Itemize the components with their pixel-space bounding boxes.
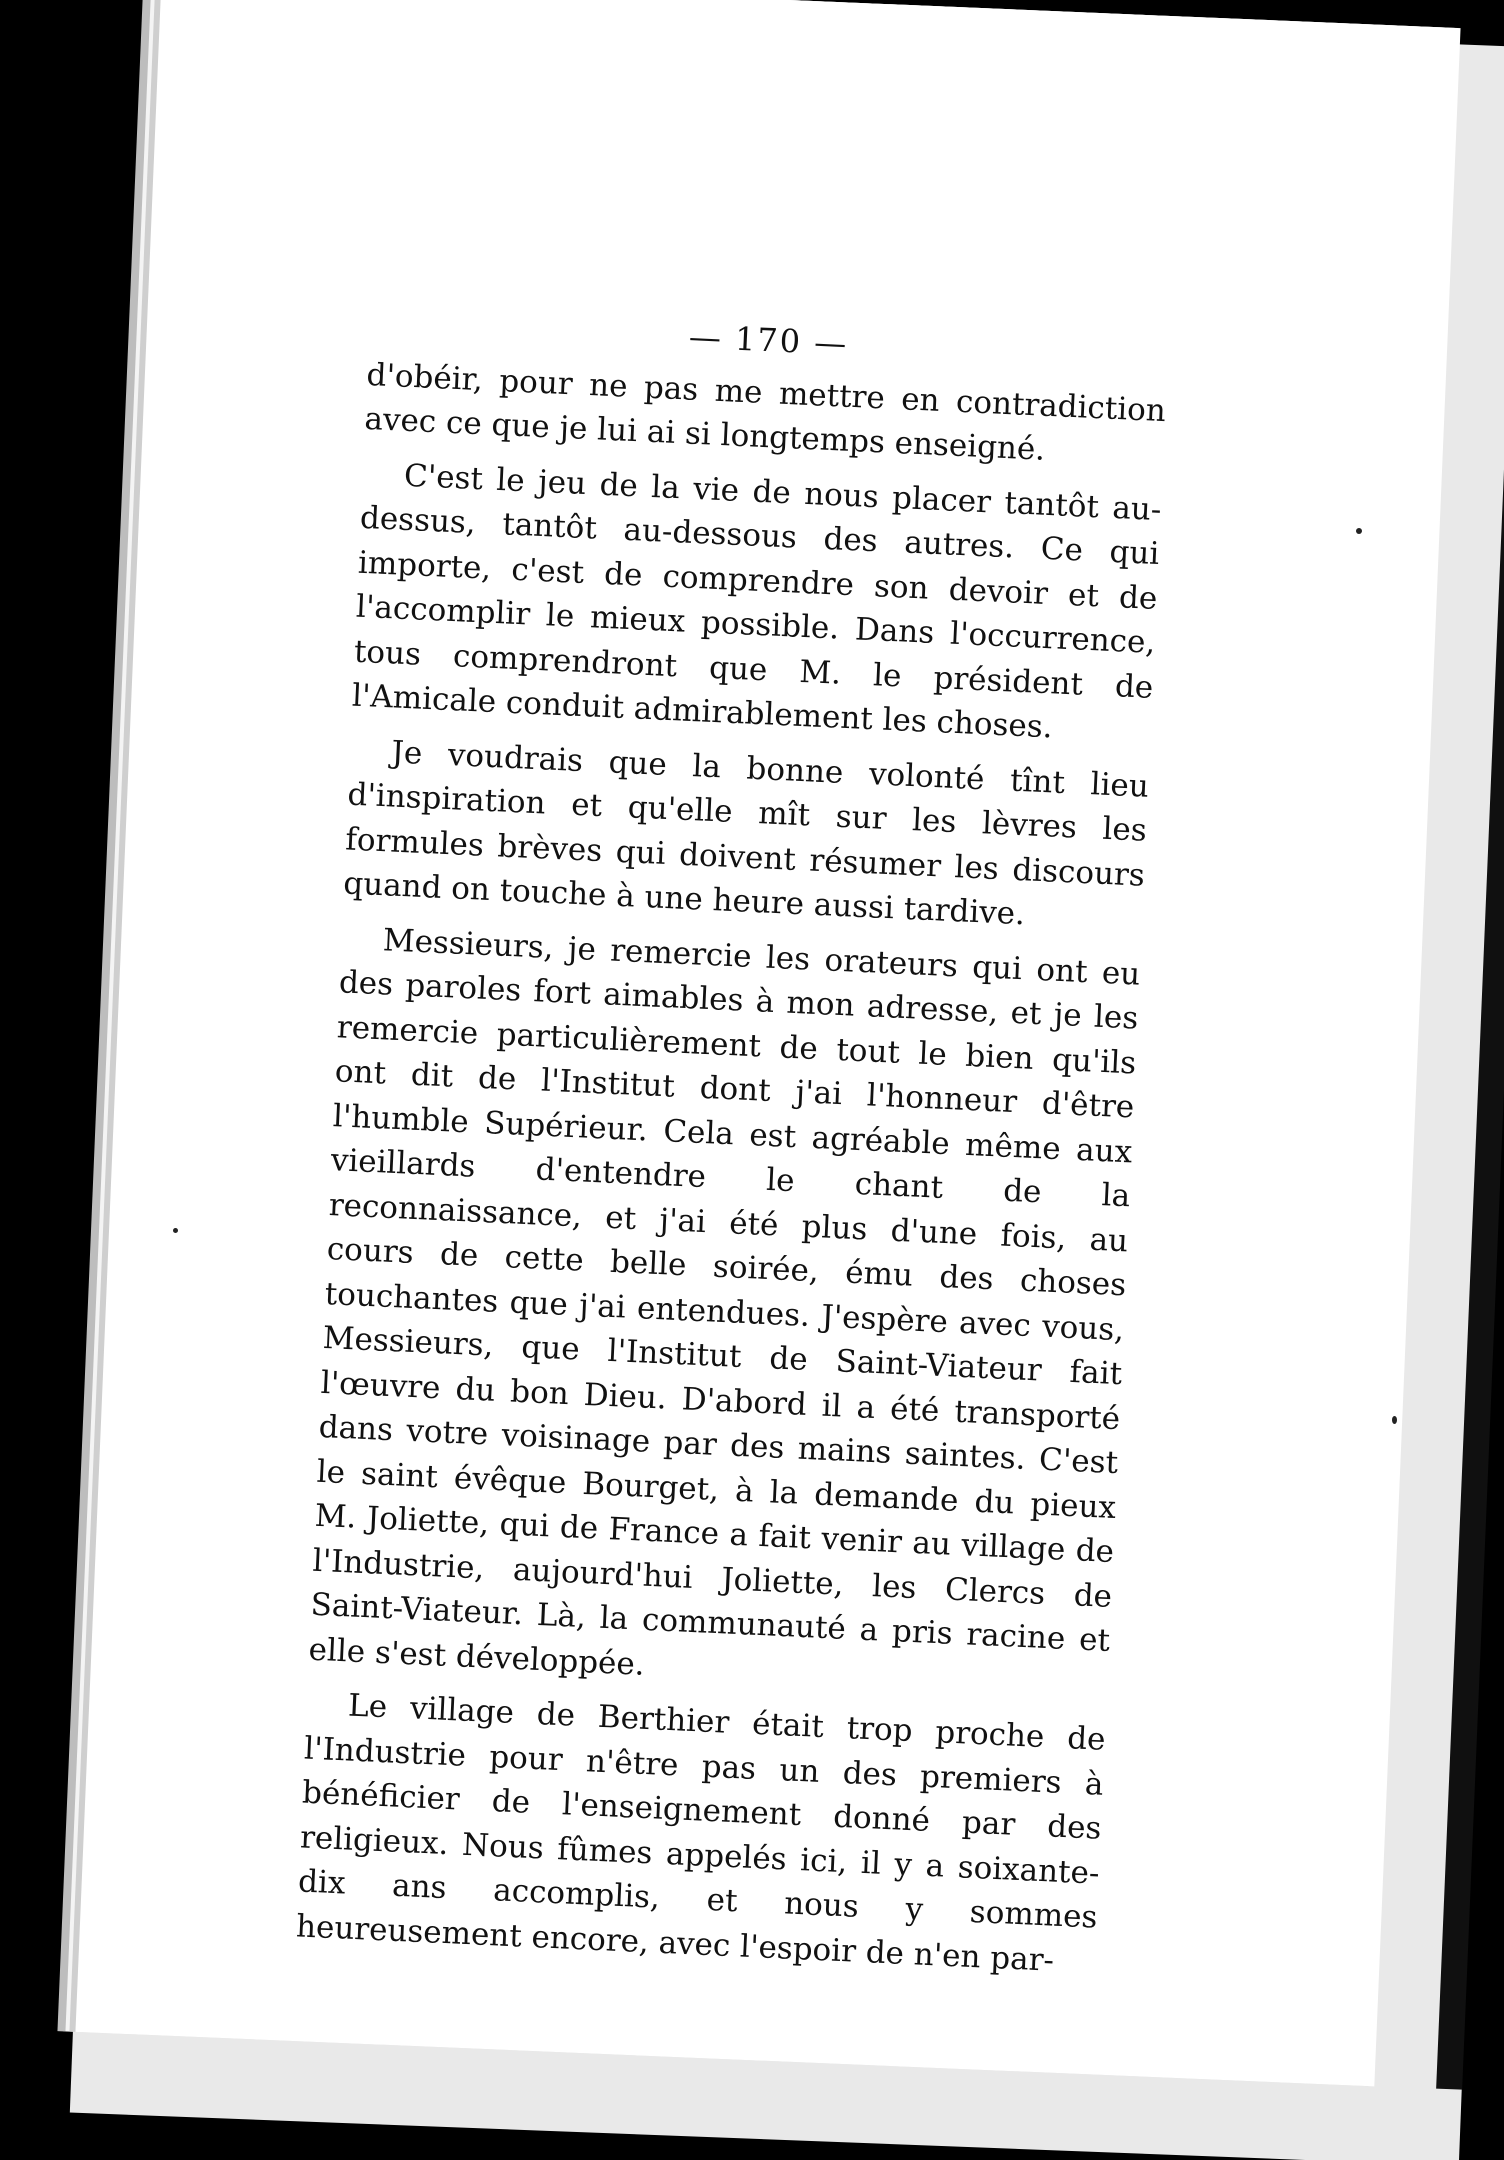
dust-speck xyxy=(173,1228,178,1233)
paragraph: Messieurs, je remercie les orateurs qui ont eu des paroles fort aimables à mon adresse, et je les remercie particulièrement de tout le bien qu'ils ont dit de l'Institut dont j'ai l'honneur d'être l'humble Supérieur. Cela est agréable même aux vieillards d'entendre le chant de la reconnaissance, et j'ai été plus d'une fois, au cours de cette belle soirée, ému des choses touchantes que j'ai entendues. J'espère avec vous, Messieurs, que l'Institut de Saint-Viateur fait l'œuvre du bon Dieu. D'abord il a été transporté dans votre voisinage par des mains saintes. C'est le saint évêque Bourget, à la demande du pieux M. Joliette, qui de France a fait venir au village de l'Industrie, aujourd'hui Joliette, les Clercs de Saint-Viateur. Là, la communauté a pris racine et elle s'est développée. xyxy=(307,921,1142,1683)
page-text xyxy=(295,300,1169,1985)
paragraph: d'obéir, pour ne pas me mettre en contradiction avec ce que je lui ai si longtemps enseigné. xyxy=(363,356,1167,468)
dust-speck xyxy=(1392,1416,1397,1424)
paragraph: Le village de Berthier était trop proche de l'Industrie pour n'être pas un des premiers à bénéficier de l'enseignement donné par des religieux. Nous fûmes appelés ici, il y a soixante-dix ans accomplis, et nous y sommes heureusement encore, avec l'espoir de n'en par- xyxy=(295,1687,1107,1979)
paragraph: C'est le jeu de la vie de nous placer tantôt au-dessus, tantôt au-dessous des autres. Ce qui importe, c'est de comprendre son devoir et de l'accomplir le mieux possible. Dans l'occurrence, tous comprendront que M. le président de l'Amicale conduit admirablement les choses. xyxy=(351,457,1163,746)
page-number: — 170 — xyxy=(688,317,850,363)
paragraph: Je voudrais que la bonne volonté tînt lieu d'inspiration et qu'elle mît sur les lèvres les formules brèves qui doivent résumer les discours quand on touche à une heure aussi tardive. xyxy=(342,733,1150,933)
dust-speck xyxy=(1356,528,1362,534)
